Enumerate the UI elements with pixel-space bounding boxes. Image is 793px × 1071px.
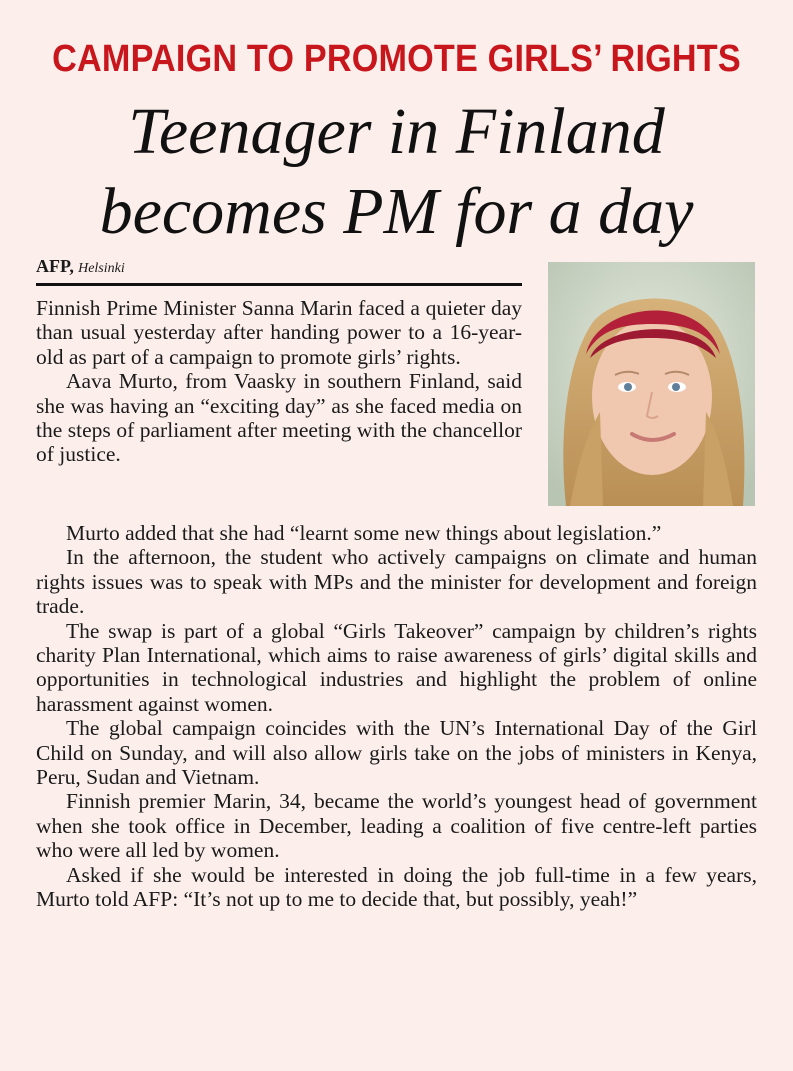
article-body-bottom (36, 521, 757, 912)
byline-location: Helsinki (78, 261, 125, 276)
headline (0, 92, 793, 252)
paragraph: The global campaign coincides with the UN’s International Day of the Girl Child on Sunday, and will also allow girls take on the jobs of ministers in Kenya, Peru, Sudan and Vietnam. (36, 716, 757, 790)
paragraph: In the afternoon, the student who actively campaigns on climate and human rights issues was to speak with MPs and the minister for development and foreign trade. (36, 545, 757, 619)
paragraph: Finnish premier Marin, 34, became the world’s youngest head of government when she took office in December, leading a coalition of five centre-left parties who were all led by women. (36, 789, 757, 863)
paragraph: Asked if she would be interested in doing the job full-time in a few years, Murto told AFP: “It’s not up to me to decide that, but possibly, yeah!” (36, 862, 757, 912)
byline-agency: AFP, (36, 256, 74, 276)
article-body-top (36, 296, 522, 467)
paragraph: Aava Murto, from Vaasky in southern Finland, said she was having an “exciting day” as she faced media on the steps of parliament after meeting with the chancellor of justice. (36, 369, 522, 467)
portrait-photo (548, 262, 755, 506)
portrait-photo-icon (548, 262, 755, 506)
paragraph: Murto added that she had “learnt some new things about legislation.” (66, 521, 662, 545)
byline-rule (36, 283, 522, 286)
byline (36, 256, 125, 277)
headline-line-2: becomes PM for a day (99, 175, 694, 248)
headline-line-1: Teenager in Finland (128, 95, 665, 168)
paragraph: Finnish Prime Minister Sanna Marin faced a quieter day than usual yesterday after handing power to a 16-year-old as part of a campaign to promote girls’ rights. (36, 296, 522, 369)
section-kicker: CAMPAIGN TO PROMOTE GIRLS’ RIGHTS (52, 38, 741, 80)
paragraph: The swap is part of a global “Girls Takeover” campaign by children’s rights charity Plan International, which aims to raise awareness of girls’ digital skills and opportunities in technological industries and highlight the problem of online harassment against women. (36, 618, 757, 716)
